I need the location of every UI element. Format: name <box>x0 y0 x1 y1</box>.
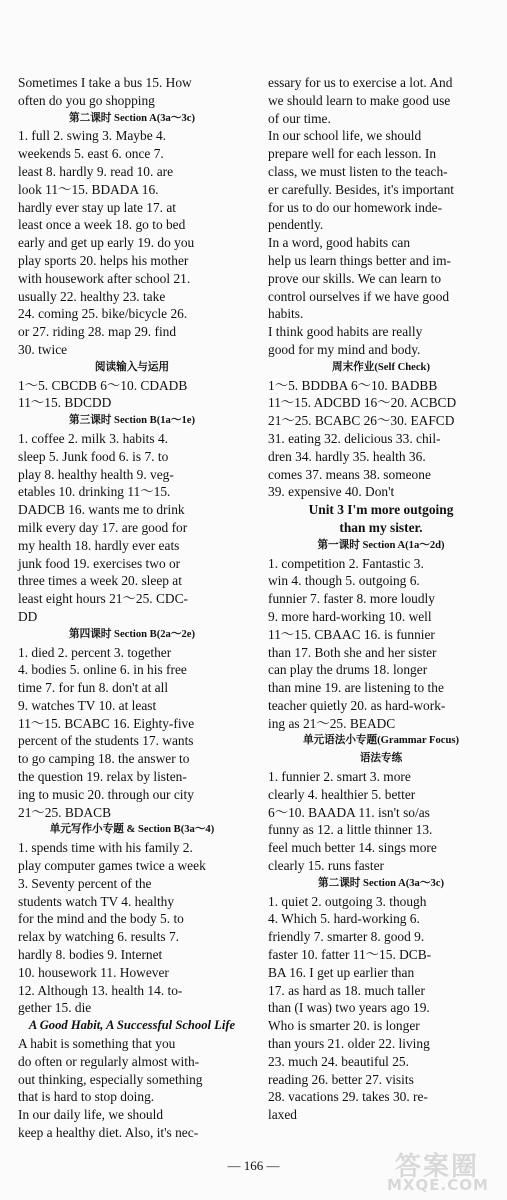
text-line: 3. Seventy percent of the <box>18 875 152 891</box>
text-line: for the mind and the body 5. to <box>18 911 184 927</box>
text-line: 1. quiet 2. outgoing 3. though <box>268 893 427 909</box>
text-line: 12. Although 13. health 14. to- <box>18 982 183 998</box>
text-line: milk every day 17. are good for <box>18 519 188 535</box>
text-line: or 27. riding 28. map 29. find <box>18 324 177 340</box>
watermark-logo <box>383 1146 501 1194</box>
text-line: often do you go shopping <box>18 92 155 108</box>
section-heading: than my sister. <box>339 519 423 535</box>
text-line: least 8. hardly 9. read 10. are <box>18 163 174 179</box>
section-heading: 单元写作小专题 & Section B(3a～4) <box>49 824 215 836</box>
text-line: the question 19. relax by listen- <box>18 769 187 785</box>
text-line: comes 37. means 38. someone <box>268 466 431 482</box>
text-line: 6～10. BAADA 11. isn't so/as <box>268 804 430 820</box>
text-line: 11～15. BCABC 16. Eighty-five <box>18 715 195 731</box>
text-line: 1. spends time with his family 2. <box>18 840 193 856</box>
text-line: prepare well for each lesson. In <box>268 146 437 162</box>
text-line: essary for us to exercise a lot. And <box>268 75 453 90</box>
text-line: play computer games twice a week <box>18 858 206 874</box>
text-line: percent of the students 17. wants <box>18 733 194 749</box>
text-line: 1. full 2. swing 3. Maybe 4. <box>18 128 167 144</box>
text-line: than yours 21. older 22. living <box>268 1036 430 1052</box>
text-line: help us learn things better and im- <box>268 252 451 268</box>
text-line: play sports 20. helps his mother <box>18 252 189 268</box>
text-line: play 8. healthy health 9. veg- <box>18 466 174 482</box>
text-line: dren 34. hardly 35. health 36. <box>268 448 426 464</box>
section-heading: 第三课时 Section B(1a～1e) <box>69 415 195 427</box>
text-line: 1. died 2. percent 3. together <box>18 644 172 660</box>
text-line: for us to do our homework inde- <box>268 199 443 215</box>
text-line: A habit is something that you <box>18 1036 176 1052</box>
text-line: 11～15. BDCDD <box>18 395 112 411</box>
text-line: sleep 5. Junk food 6. is 7. to <box>18 448 169 464</box>
text-line: can play the drums 18. longer <box>268 662 428 678</box>
section-heading: A Good Habit, A Successful School Life <box>28 1018 236 1033</box>
text-line: class, we must listen to the teach- <box>268 163 448 179</box>
text-line: 1. competition 2. Fantastic 3. <box>268 555 424 571</box>
text-line: junk food 19. exercises two or <box>18 555 181 571</box>
text-line: faster 10. fatter 11～15. DCB- <box>268 947 432 963</box>
text-line: habits. <box>268 306 304 322</box>
text-line: funnier 7. faster 8. more loudly <box>268 591 435 607</box>
text-line: my health 18. hardly ever eats <box>18 537 180 553</box>
text-line: ing to music 20. through our city <box>18 786 194 802</box>
text-line: look 11～15. BDADA 16. <box>18 181 159 197</box>
section-heading: Unit 3 I'm more outgoing <box>308 502 454 518</box>
watermark-text-cn: 答案圈 <box>395 1152 480 1182</box>
text-line: keep a healthy diet. Also, it's nec- <box>18 1125 199 1141</box>
text-line: 31. eating 32. delicious 33. chil- <box>268 430 441 446</box>
text-line: of our time. <box>268 110 331 126</box>
text-line: reading 26. better 27. visits <box>268 1071 414 1087</box>
text-line: out thinking, especially something <box>18 1071 203 1087</box>
text-line: prove our skills. We can learn to <box>268 270 442 286</box>
text-line: 24. coming 25. bike/bicycle 26. <box>18 306 188 322</box>
text-line: early and get up early 19. do you <box>18 235 195 251</box>
text-line: clearly 4. healthier 5. better <box>268 786 416 802</box>
text-line: least eight hours 21～25. CDC- <box>18 591 188 607</box>
text-line: feel much better 14. sings more <box>268 840 437 856</box>
text-line: to go camping 18. the answer to <box>18 751 190 767</box>
text-line: pendently. <box>268 217 324 233</box>
section-heading: 第二课时 Section A(3a～3c) <box>69 112 195 124</box>
text-line: students watch TV 4. healthy <box>18 893 175 909</box>
text-line: 21～25. BCABC 26～30. EAFCD <box>268 413 455 429</box>
text-line: 23. much 24. beautiful 25. <box>268 1053 409 1069</box>
text-line: least once a week 18. go to bed <box>18 217 186 233</box>
text-line: Sometimes I take a bus 15. How <box>18 75 192 90</box>
text-line: I think good habits are really <box>268 324 423 340</box>
text-line: 11～15. CBAAC 16. is funnier <box>268 626 435 642</box>
text-line: time 7. for fun 8. don't at all <box>18 680 169 696</box>
text-line: with housework after school 21. <box>18 270 191 286</box>
section-heading: 单元语法小专题(Grammar Focus) <box>302 735 460 747</box>
text-line: 11～15. ADCBD 16～20. ACBCD <box>268 395 457 411</box>
text-line: etables 10. drinking 11～15. <box>18 484 171 500</box>
text-line: we should learn to make good use <box>268 92 451 108</box>
text-line: 1～5. CBCDB 6～10. CDADB <box>18 377 188 393</box>
left-column <box>18 74 246 1142</box>
section-heading: 周末作业(Self Check) <box>332 361 430 373</box>
text-line: 9. watches TV 10. at least <box>18 697 157 713</box>
text-line: win 4. though 5. outgoing 6. <box>268 573 420 589</box>
text-line: er carefully. Besides, it's important <box>268 181 454 197</box>
section-heading: 语法专练 <box>359 753 403 765</box>
text-line: hardly 8. bodies 9. Internet <box>18 947 163 963</box>
text-line: weekends 5. east 6. once 7. <box>18 146 164 162</box>
text-line: In a word, good habits can <box>268 235 411 251</box>
text-line: relax by watching 6. results 7. <box>18 929 180 945</box>
text-line: DADCB 16. wants me to drink <box>18 502 185 518</box>
text-line: 10. housework 11. However <box>18 964 169 980</box>
text-line: usually 22. healthy 23. take <box>18 288 166 304</box>
text-line: than 17. Both she and her sister <box>268 644 437 660</box>
text-line: laxed <box>268 1107 297 1123</box>
text-line: than mine 19. are listening to the <box>268 680 444 696</box>
text-line: gether 15. die <box>18 1000 92 1016</box>
text-line: control ourselves if we have good <box>268 288 450 304</box>
text-line: that is hard to stop doing. <box>18 1089 155 1105</box>
text-line: 1. coffee 2. milk 3. habits 4. <box>18 430 168 446</box>
text-line: 21～25. BDACB <box>18 804 112 820</box>
text-line: do often or regularly almost with- <box>18 1053 200 1069</box>
text-line: friendly 7. smarter 8. good 9. <box>268 929 425 945</box>
text-line: ing as 21～25. BEADC <box>268 715 396 731</box>
text-line: 17. as hard as 18. much taller <box>268 982 425 998</box>
text-line: In our daily life, we should <box>18 1107 164 1123</box>
text-line: 30. twice <box>18 341 68 357</box>
section-heading: 第一课时 Section A(1a～2d) <box>317 539 445 551</box>
text-line: than (I was) two years ago 19. <box>268 1000 430 1016</box>
text-line: three times a week 20. sleep at <box>18 573 182 589</box>
section-heading: 阅读输入与运用 <box>94 361 170 373</box>
section-heading: 第二课时 Section A(3a～3c) <box>318 877 444 889</box>
text-line: BA 16. I get up earlier than <box>268 964 415 980</box>
text-line: 39. expensive 40. Don't <box>268 484 395 500</box>
right-column <box>268 74 494 1124</box>
text-line: funny as 12. a little thinner 13. <box>268 822 433 838</box>
text-line: 9. more hard-working 10. well <box>268 608 432 624</box>
text-line: 4. bodies 5. online 6. in his free <box>18 662 187 678</box>
text-line: clearly 15. runs faster <box>268 858 385 874</box>
text-line: Who is smarter 20. is longer <box>268 1018 420 1034</box>
text-line: 4. Which 5. hard-working 6. <box>268 911 420 927</box>
text-line: 1. funnier 2. smart 3. more <box>268 769 411 785</box>
section-heading: 第四课时 Section B(2a～2e) <box>69 628 195 640</box>
text-line: 28. vacations 29. takes 30. re- <box>268 1089 428 1105</box>
text-line: good for my mind and body. <box>268 341 421 357</box>
text-line: 1～5. BDDBA 6～10. BADBB <box>268 377 438 393</box>
text-line: teacher quietly 20. as hard-work- <box>268 697 446 713</box>
watermark-text-en: MXQE.COM <box>387 1176 489 1194</box>
text-line: DD <box>18 608 38 624</box>
text-line: hardly ever stay up late 17. at <box>18 199 177 215</box>
text-line: In our school life, we should <box>268 128 422 144</box>
page-number: — 166 — <box>227 1158 280 1173</box>
